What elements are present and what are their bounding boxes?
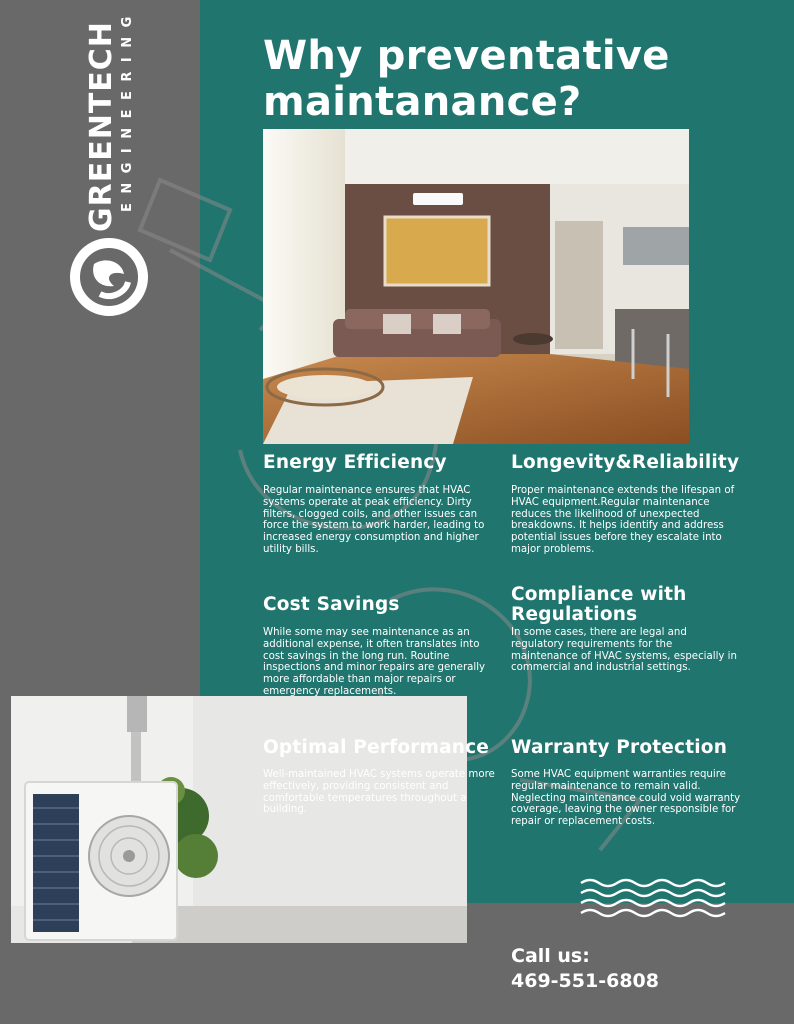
brand-mark-icon (66, 234, 152, 320)
section-longevity-reliability (511, 453, 741, 556)
section-heading: Longevity&Reliability (511, 452, 740, 473)
section-heading: Compliance with Regulations (511, 584, 687, 625)
section-body: While some may see maintenance as an additional expense, it often translates into cost savings in the long run. Routine inspections and minor repairs are generally more affordable than major repairs or emergency replacements. (263, 627, 486, 697)
section-body: Regular maintenance ensures that HVAC systems operate at peak efficiency. Dirty filters, clogged coils, and other issues can force the system to work harder, leading to increased energy consumption and higher utility bills. (263, 485, 485, 555)
section-energy-efficiency (263, 453, 493, 556)
section-cost-savings (263, 595, 493, 698)
waves-icon (579, 877, 735, 927)
section-heading: Optimal Performance (263, 737, 490, 758)
brand-name: GREENTECH (84, 21, 119, 232)
section-optimal-performance (263, 738, 498, 816)
outdoor-ac-unit-photo (11, 696, 467, 943)
section-body: Proper maintenance extends the lifespan of HVAC equipment.Regular maintenance reduces the likelihood of unexpected breakdowns. It helps identify and address potential issues before they escalate into major problems. (511, 485, 735, 555)
call-label: Call us: (511, 945, 590, 967)
section-heading: Warranty Protection (511, 737, 728, 758)
phone-number[interactable]: 469-551-6808 (511, 970, 659, 992)
title-line-2: maintanance? (263, 79, 582, 125)
section-body: Some HVAC equipment warranties require regular maintenance to remain valid. Neglecting maintenance could void warranty coverage, leaving the owner responsible for repair or replacement costs. (511, 769, 741, 828)
section-compliance (511, 585, 741, 674)
brand-logo (14, 7, 194, 314)
title-line-1: Why preventative (263, 33, 670, 79)
hero-living-room-photo (263, 129, 689, 444)
page-title (263, 33, 703, 125)
section-warranty-protection (511, 738, 741, 828)
section-body: In some cases, there are legal and regulatory requirements for the maintenance of HVAC systems, especially in commercial and industrial settings. (511, 627, 737, 674)
contact-block (511, 944, 659, 994)
brand-tagline: ENGINEERING (120, 7, 135, 212)
section-body: Well-maintained HVAC systems operate more effectively, providing consistent and comfortable temperatures throughout a building. (263, 769, 495, 816)
section-heading: Cost Savings (263, 594, 400, 615)
section-heading: Energy Efficiency (263, 452, 447, 473)
